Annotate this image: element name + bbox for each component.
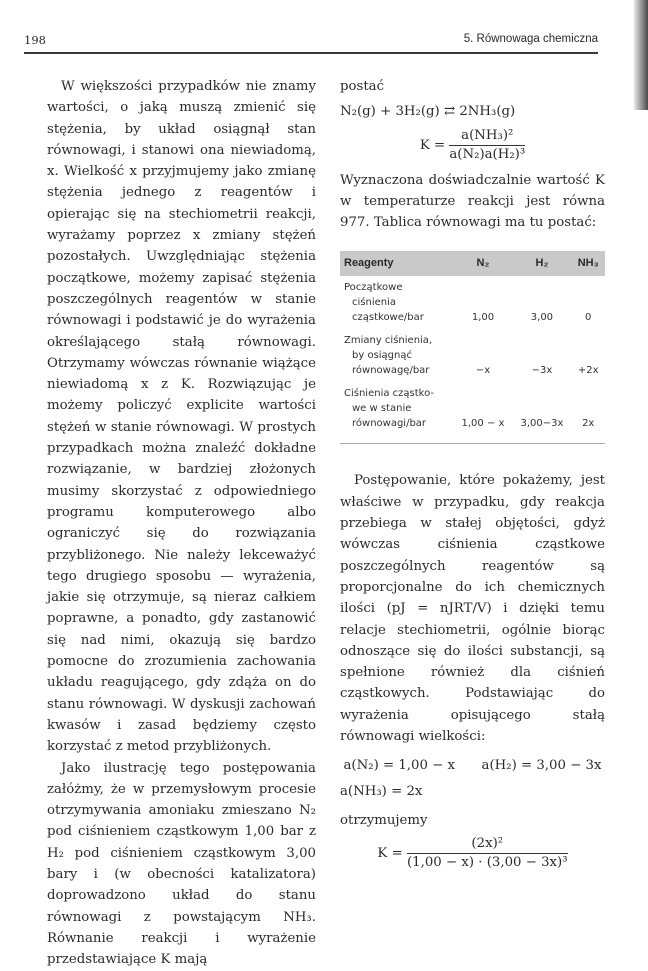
right-column	[340, 76, 605, 872]
row-label: Początkowe ciśnienia cząstkowe/bar	[344, 282, 424, 324]
k-fraction	[449, 127, 525, 164]
table-row	[340, 382, 605, 435]
equilibrium-table	[340, 251, 605, 435]
eq-a-nh3: a(NH₃) = 2x	[340, 783, 423, 799]
eq-a-h2: a(H₂) = 3,00 − 3x	[481, 758, 602, 774]
page-number: 198	[24, 33, 46, 47]
table-cell: −3x	[531, 365, 553, 377]
k2-numerator: (2x)²	[407, 835, 568, 854]
table-cell: 3,00−3x	[520, 418, 564, 430]
eq-a-n2: a(N₂) = 1,00 − x	[343, 758, 456, 774]
paragraph-procedure: Postępowanie, które pokażemy, jest właściwe w przypadku, gdy reakcja przebiega w stałej objętości, gdyż wówczas ciśnienia cząstkowe poszczególnych reagentów są proporcjonalne do ich chemicznych ilości (pJ = nJRT/V) i dzięki temu relacje stechiometrii, ogólnie biorąc odnoszące się do ilości substancji, są spełnione również dla ciśnień cząstkowych. Podstawiając do wyrażenia opisującego stałą równowagi wielkości:	[340, 473, 605, 745]
k-final-expression	[340, 835, 605, 872]
row-label: Zmiany ciśnienia, by osiągnąć równowagę/bar	[344, 335, 433, 377]
table-cell: 1,00	[471, 312, 495, 324]
table-header-row	[340, 251, 605, 276]
row-label: Ciśnienia cząstko- we w stanie równowagi/bar	[344, 388, 435, 430]
table-cell: 2x	[582, 418, 595, 430]
table-header: Reagenty	[340, 251, 453, 276]
k2-denominator: (1,00 − x) · (3,00 − 3x)³	[406, 855, 568, 871]
obtain-word: otrzymujemy	[340, 812, 428, 828]
k-denominator: a(N₂)a(H₂)³	[449, 146, 526, 162]
header-rule	[24, 52, 598, 54]
chapter-title: 5. Równowaga chemiczna	[463, 33, 598, 45]
k2-lhs: K =	[377, 846, 403, 862]
page-corner-shadow	[634, 0, 648, 110]
table-header: H₂	[512, 251, 571, 276]
table-cell: +2x	[577, 365, 599, 377]
activity-equations	[340, 755, 605, 776]
table-row	[340, 276, 605, 329]
running-header	[24, 33, 598, 51]
table-row	[340, 329, 605, 382]
paragraph-ammonia-example: Jako ilustrację tego postępowania załóżmy, że w przemysłowym procesie otrzymywania amoniaku zmieszano N₂ pod ciśnieniem cząstkowym 1,00 bar z H₂ pod ciśnieniem cząstkowym 3,00 bary i (w obecności katalizatora) doprowadzono układ do stanu równowagi z powstającym NH₃. Równanie reakcji i wyrażenie przedstawiające K mają	[47, 760, 316, 968]
k-lhs: K =	[419, 137, 446, 153]
k2-fraction	[407, 835, 568, 872]
reaction-equation: N₂(g) + 3H₂(g) ⇄ 2NH₃(g)	[340, 104, 516, 120]
table-cell: 1,00 − x	[461, 418, 505, 430]
table-cell: −x	[475, 365, 491, 377]
table-bottom-rule	[340, 443, 605, 444]
intro-word: postać	[340, 79, 385, 94]
k-numerator: a(NH₃)²	[449, 127, 525, 146]
table-cell: 0	[585, 312, 592, 324]
k-expression	[340, 127, 605, 164]
table-header: N₂	[453, 251, 512, 276]
paragraph-unknown-x: W większości przypadków nie znamy wartości, o jaką muszą zmienić się stężenia, by układ osiągnął stan równowagi, i stanowi ona niewiadomą, x. Wielkość x przyjmujemy jako zmianę stężenia jednego z reagentów i opierając się na stechiometrii reakcji, wyrażamy poprzez x zmiany stężeń pozostałych. Uwzględniając stężenia początkowe, możemy zapisać stężenia poszczególnych reagentów w stanie równowagi i podstawić je do wyrażenia określającego stałą równowagi. Otrzymamy wówczas równanie wiążące niewiadomą x z K. Rozwiązując je możemy policzyć explicite wartości stężeń w stanie równowagi. W prostych przypadkach można znaleźć dokładne rozwiązanie, w bardziej złożonych musimy skorzystać z odpowiedniego programu komputerowego albo ograniczyć się do rozwiązania przybliżonego. Nie należy lekceważyć tego drugiego sposobu — wyrażenia, jakie się otrzymuje, są nieraz całkiem poprawne, a ponadto, gdy zastanowić się nad nimi, okazują się bardzo pomocne do zrozumienia zachowania układu reagującego, gdy zdąża on do stanu równowagi. W dyskusji zachowań kwasów i zasad będziemy często korzystać z metod przybliżonych.	[47, 79, 316, 755]
table-header: NH₃	[571, 251, 605, 276]
left-column	[47, 76, 316, 970]
table-cell: 3,00	[530, 312, 554, 324]
paragraph-k-value: Wyznaczona doświadczalnie wartość K w temperaturze reakcji jest równa 977. Tablica równowagi ma tu postać:	[340, 172, 605, 231]
